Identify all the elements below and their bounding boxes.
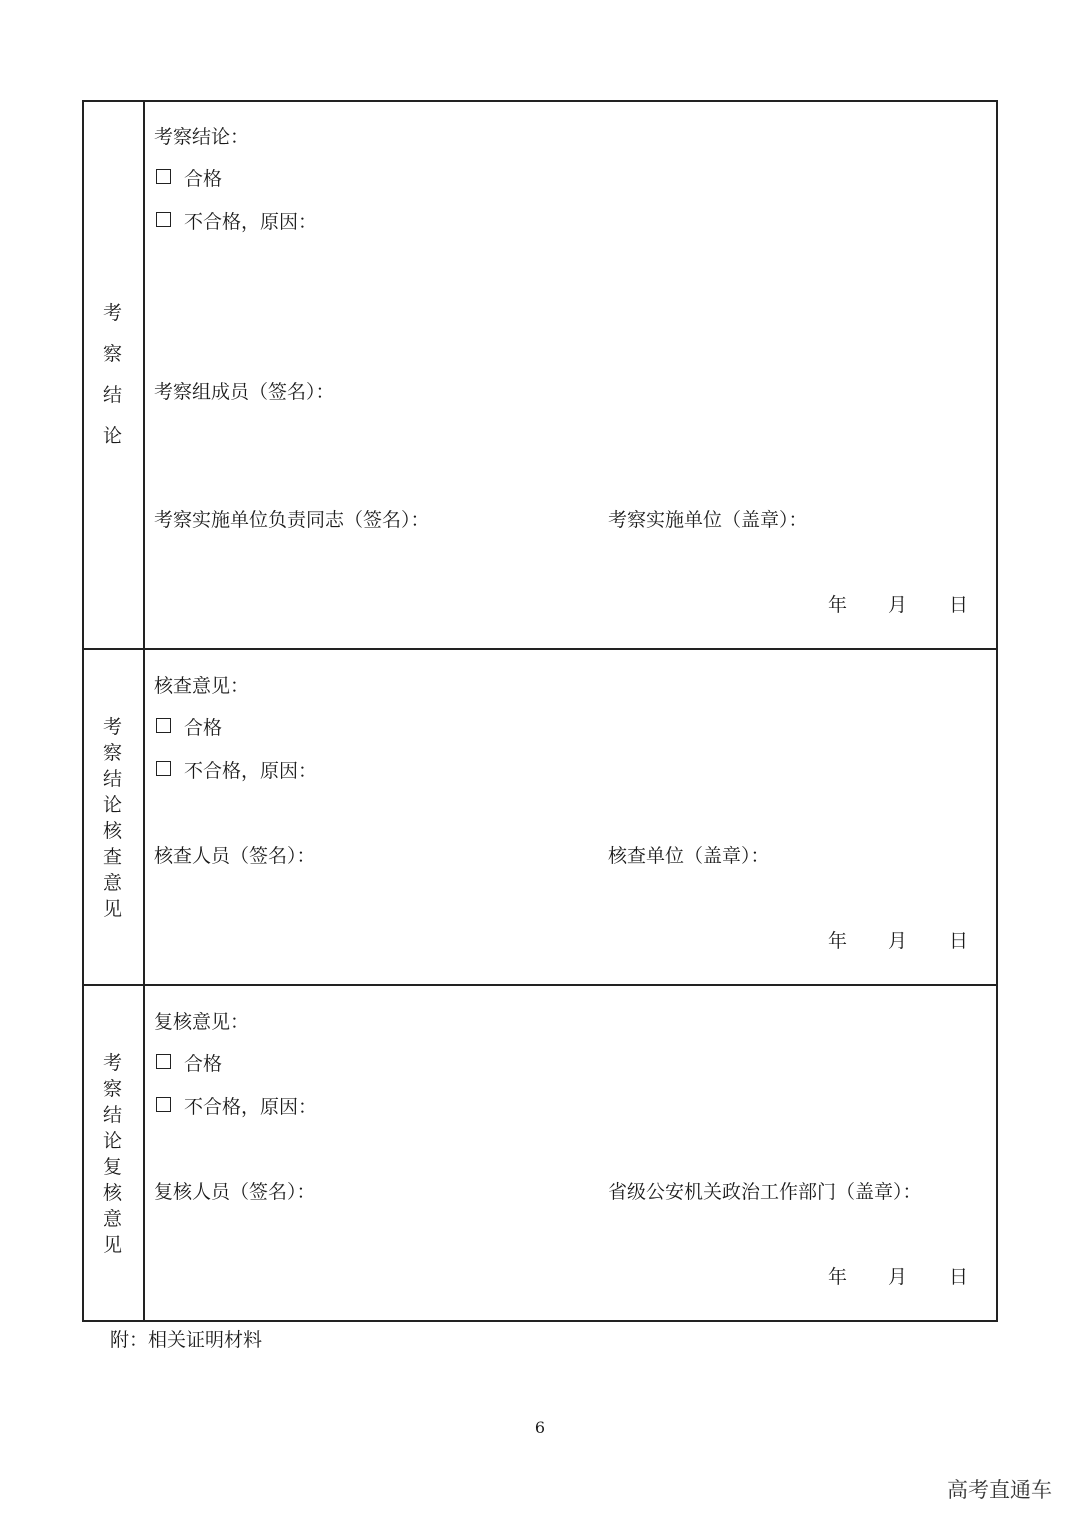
fail-checkbox[interactable] <box>156 761 171 776</box>
pass-checkbox[interactable] <box>156 718 171 733</box>
side-label-char: 察 <box>102 742 122 764</box>
side-label-char: 论 <box>102 794 122 816</box>
side-label <box>82 712 143 920</box>
signer-label: 考察组成员（签名）： <box>154 381 335 403</box>
section-heading: 考察结论： <box>154 126 250 148</box>
seal-label: 考察实施单位（盖章）： <box>608 509 808 531</box>
date-month-label: 月 <box>888 1266 908 1288</box>
fail-checkbox[interactable] <box>156 1097 171 1112</box>
side-label-char: 考 <box>102 302 122 324</box>
pass-option-label: 合格 <box>184 168 223 190</box>
responsible-signature-label: 考察实施单位负责同志（签名）： <box>154 509 430 531</box>
side-label-char: 论 <box>102 425 122 447</box>
signer-label: 核查人员（签名）： <box>154 845 316 867</box>
side-label-char: 论 <box>102 1130 122 1152</box>
date-month-label: 月 <box>888 594 908 616</box>
side-label-char: 意 <box>102 1208 122 1230</box>
page-number: 6 <box>534 1418 546 1437</box>
pass-option-label: 合格 <box>184 717 223 739</box>
side-label-char: 核 <box>102 1182 122 1204</box>
fail-option-label: 不合格，原因： <box>184 1096 318 1118</box>
signer-label: 复核人员（签名）： <box>154 1181 316 1203</box>
side-label-char: 结 <box>102 768 122 790</box>
date-month-label: 月 <box>888 930 908 952</box>
section-verification-opinion <box>82 649 998 985</box>
pass-option-label: 合格 <box>184 1053 223 1075</box>
section-heading: 核查意见： <box>154 675 250 697</box>
side-label-char: 察 <box>102 1078 122 1100</box>
watermark-text: 高考直通车 <box>947 1478 1052 1502</box>
side-label-char: 核 <box>102 820 122 842</box>
side-label-char: 见 <box>102 898 122 920</box>
side-label <box>82 298 143 462</box>
side-label-char: 查 <box>102 846 122 868</box>
side-label-char: 见 <box>102 1234 122 1256</box>
attachment-note: 附：相关证明材料 <box>110 1329 263 1351</box>
assessment-form-table <box>82 100 998 1322</box>
date-year-label: 年 <box>828 930 848 952</box>
side-label-char: 考 <box>102 1052 122 1074</box>
date-year-label: 年 <box>828 594 848 616</box>
side-label-char: 意 <box>102 872 122 894</box>
pass-checkbox[interactable] <box>156 1054 171 1069</box>
fail-option-label: 不合格，原因： <box>184 760 318 782</box>
fail-option-label: 不合格，原因： <box>184 211 318 233</box>
pass-checkbox[interactable] <box>156 169 171 184</box>
side-label-char: 复 <box>102 1156 122 1178</box>
date-day-label: 日 <box>949 1266 969 1288</box>
date-day-label: 日 <box>949 930 969 952</box>
seal-label: 省级公安机关政治工作部门（盖章）： <box>608 1181 922 1203</box>
side-label-char: 结 <box>102 1104 122 1126</box>
section-heading: 复核意见： <box>154 1011 250 1033</box>
side-label-char: 察 <box>102 343 122 365</box>
side-label-char: 考 <box>102 716 122 738</box>
side-label <box>82 1048 143 1256</box>
section-review-opinion <box>82 985 998 1322</box>
date-day-label: 日 <box>949 594 969 616</box>
fail-checkbox[interactable] <box>156 212 171 227</box>
section-assessment-conclusion <box>82 100 998 649</box>
side-label-char: 结 <box>102 384 122 406</box>
date-year-label: 年 <box>828 1266 848 1288</box>
seal-label: 核查单位（盖章）： <box>608 845 770 867</box>
